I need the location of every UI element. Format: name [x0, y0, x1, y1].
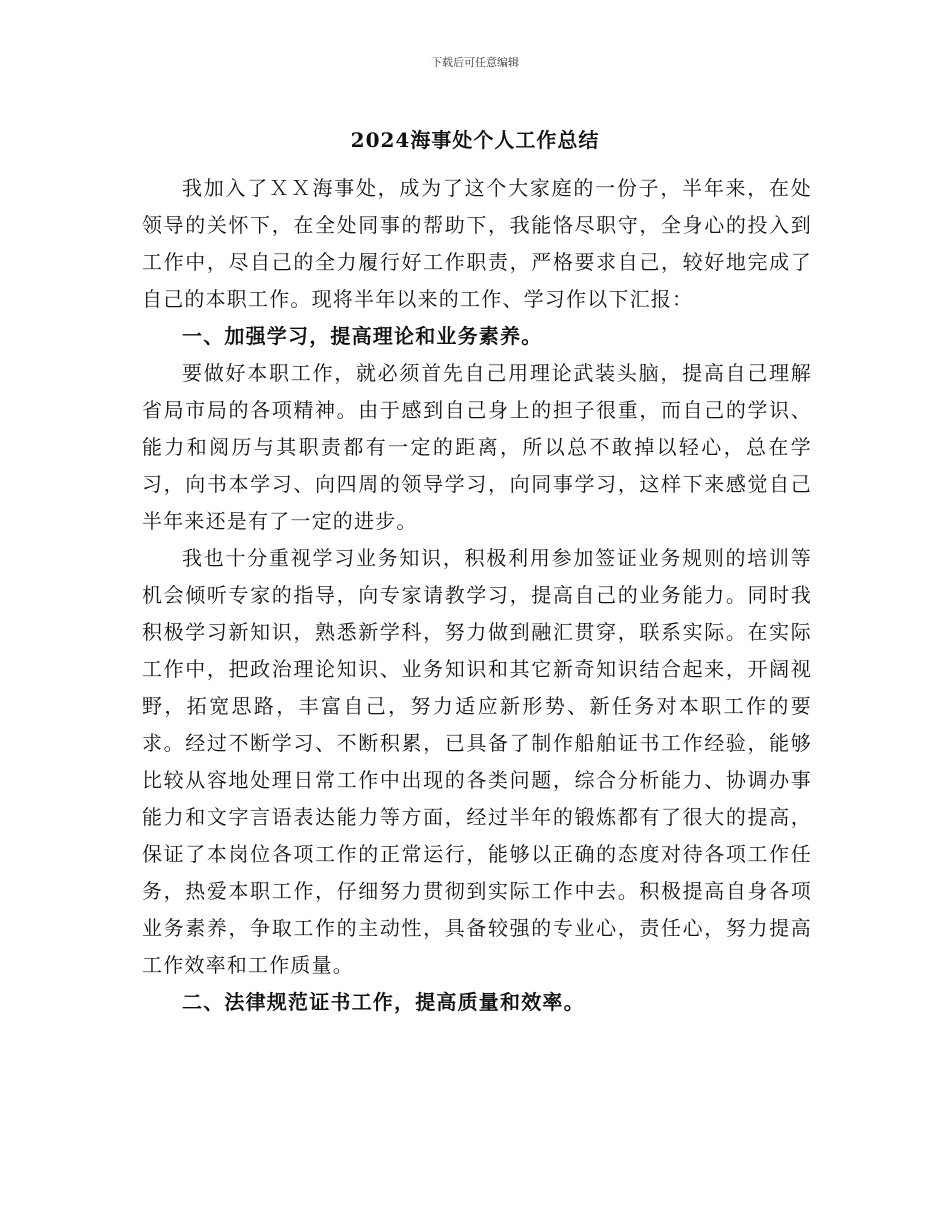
- body-paragraph: 我也十分重视学习业务知识，积极利用参加签证业务规则的培训等机会倾听专家的指导，向专家请教学习，提高自己的业务能力。同时我积极学习新知识，熟悉新学科，努力做到融汇贯穿，联系实际。在实际工作中，把政治理论知识、业务知识和其它新奇知识结合起来，开阔视野，拓宽思路，丰富自己，努力适应新形势、新任务对本职工作的要求。经过不断学习、不断积累，已具备了制作船舶证书工作经验，能够比较从容地处理日常工作中出现的各类问题，综合分析能力、协调办事能力和文字言语表达能力等方面，经过半年的锻炼都有了很大的提高，保证了本岗位各项工作的正常运行，能够以正确的态度对待各项工作任务，热爱本职工作，仔细努力贯彻到实际工作中去。积极提高自身各项业务素养，争取工作的主动性，具备较强的专业心，责任心，努力提高工作效率和工作质量。: [142, 546, 812, 977]
- document-title: 2024海事处个人工作总结: [350, 128, 600, 152]
- body-paragraph: 要做好本职工作，就必须首先自己用理论武装头脑，提高自己理解省局市局的各项精神。由于感到自己身上的担子很重，而自己的学识、能力和阅历与其职责都有一定的距离，所以总不敢掉以轻心，总在学习，向书本学习、向四周的领导学习，向同事学习，这样下来感觉自己半年来还是有了一定的进步。: [142, 361, 812, 533]
- intro-paragraph: 我加入了ＸＸ海事处，成为了这个大家庭的一份子，半年来，在处领导的关怀下，在全处同事的帮助下，我能恪尽职守，全身心的投入到工作中，尽自己的全力履行好工作职责，严格要求自己，较好地完成了自己的本职工作。现将半年以来的工作、学习作以下汇报：: [142, 176, 812, 311]
- section-heading-2: 二、法律规范证书工作，提高质量和效率。: [182, 990, 585, 1014]
- header-note: 下载后可任意编辑: [431, 56, 519, 69]
- document-body: [142, 170, 812, 1021]
- section-heading-1: 一、加强学习，提高理论和业务素养。: [182, 324, 543, 348]
